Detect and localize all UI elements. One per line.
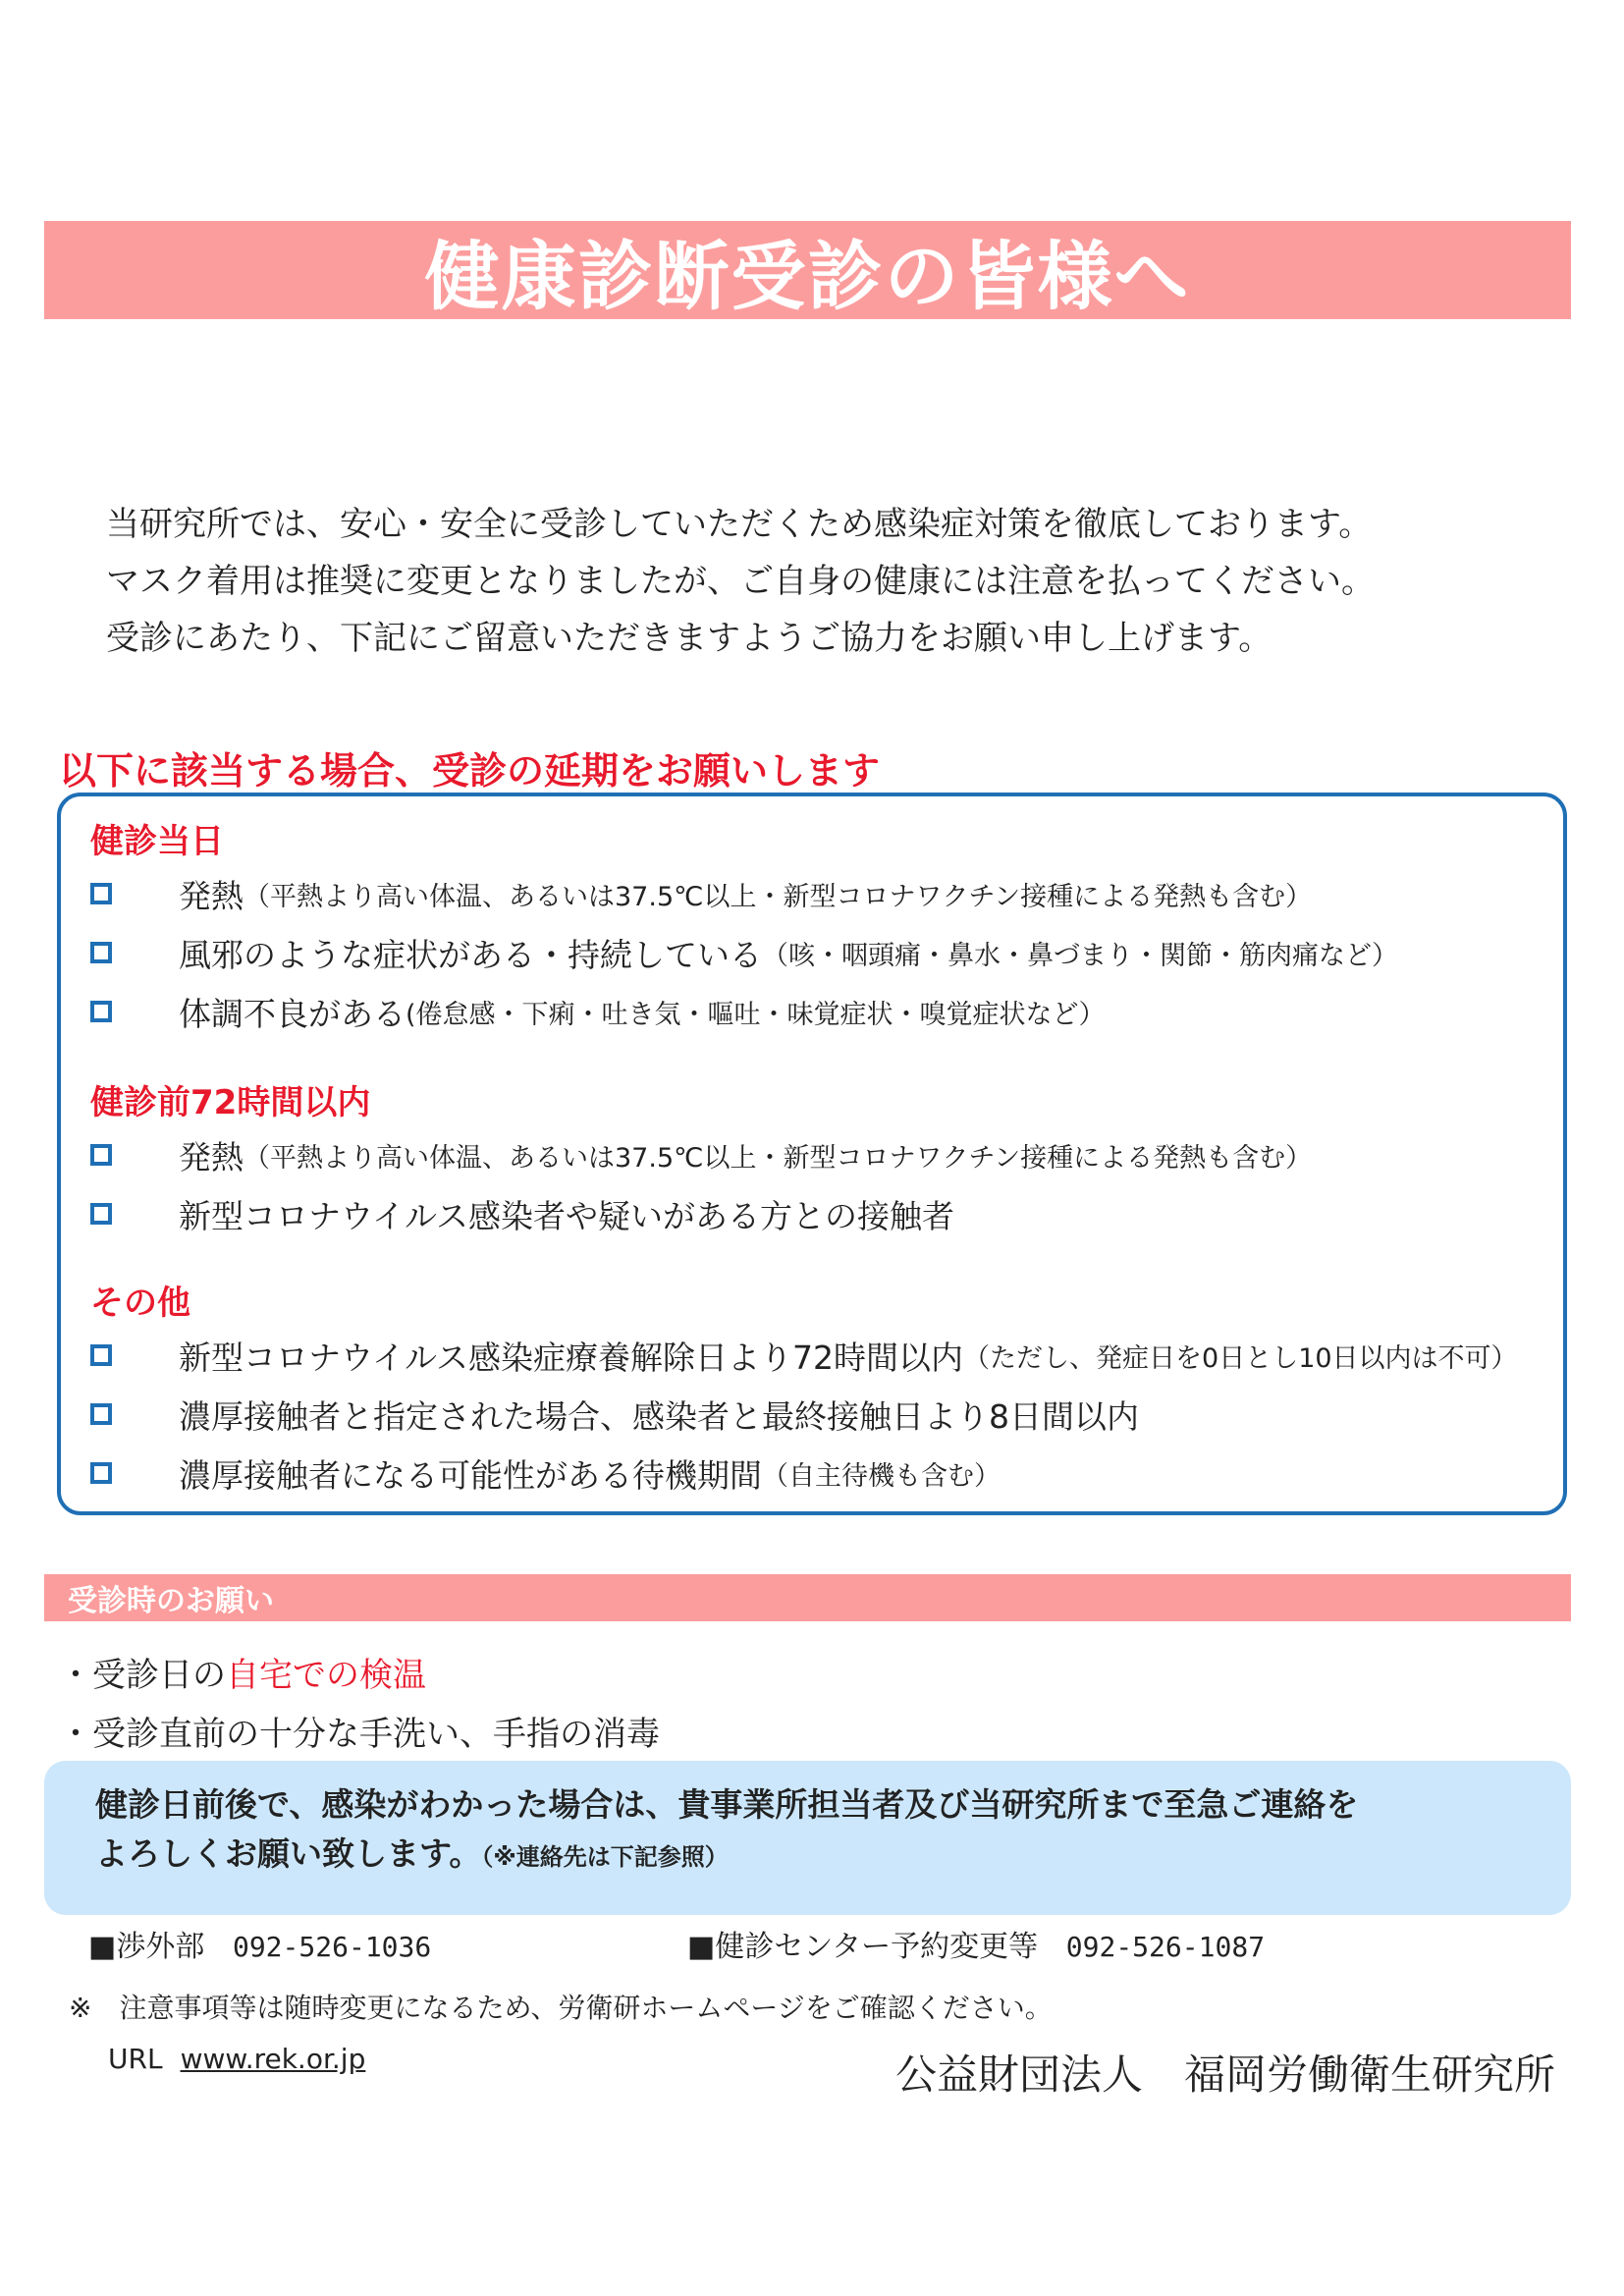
- checkbox-icon: [90, 1462, 112, 1484]
- request-item: [59, 1648, 426, 1696]
- section-title-other: その他: [90, 1284, 190, 1323]
- request-text: ・受診日の: [59, 1656, 226, 1695]
- criteria-note: （ただし、発症日を0日とし10日以内は不可）: [963, 1342, 1518, 1374]
- checkbox-icon: [90, 1403, 112, 1425]
- checkbox-icon: [90, 1144, 112, 1166]
- criteria-item: [90, 1130, 1553, 1179]
- intro-line: 当研究所では、安心・安全に受診していただくため感染症対策を徹底しております。: [106, 505, 1373, 544]
- url-line: [108, 2043, 365, 2075]
- section-title-exam-day: 健診当日: [90, 822, 224, 861]
- criteria-main: 新型コロナウイルス感染者や疑いがある方との接触者: [179, 1196, 955, 1235]
- notice-line-2: よろしくお願い致します。: [95, 1834, 482, 1873]
- criteria-note: （平熱より高い体温、あるいは37.5℃以上・新型コロナワクチン接種による発熱も含む）: [244, 881, 1313, 912]
- criteria-main: 発熱: [179, 876, 244, 915]
- postpone-criteria-box: [57, 793, 1567, 1515]
- criteria-main: 濃厚接触者になる可能性がある待機期間: [179, 1455, 762, 1495]
- postpone-heading: 以下に該当する場合、受診の延期をお願いします: [59, 749, 881, 793]
- request-highlight: 自宅での検温: [226, 1656, 426, 1695]
- contact-number: 092-526-1087: [1065, 1931, 1266, 1963]
- change-note: ※ 注意事項等は随時変更になるため、労衛研ホームページをご確認ください。: [69, 1992, 1053, 2024]
- requests-banner: [44, 1574, 1571, 1621]
- url-label: URL: [108, 2043, 163, 2075]
- criteria-item: [90, 928, 1553, 977]
- checkbox-icon: [90, 1344, 112, 1366]
- criteria-item: [90, 1390, 1553, 1439]
- contact-label: ■健診センター予約変更等: [687, 1930, 1039, 1964]
- website-link[interactable]: www.rek.or.jp: [180, 2043, 366, 2075]
- page-title: 健康診断受診の皆様へ: [424, 232, 1191, 320]
- checkbox-icon: [90, 883, 112, 904]
- checkbox-icon: [90, 1203, 112, 1225]
- intro-line: マスク着用は推奨に変更となりましたが、ご自身の健康には注意を払ってください。: [106, 562, 1375, 601]
- criteria-main: 体調不良がある: [179, 994, 406, 1033]
- section-title-72h-before: 健診前72時間以内: [90, 1083, 371, 1122]
- checkbox-icon: [90, 942, 112, 963]
- contact-external: [88, 1922, 431, 1965]
- organization-name: 公益財団法人 福岡労働衛生研究所: [894, 2050, 1555, 2099]
- criteria-main: 風邪のような症状がある・持続している: [179, 935, 762, 974]
- requests-heading: 受診時のお願い: [68, 1584, 274, 1618]
- intro-line: 受診にあたり、下記にご留意いただきますようご協力をお願い申し上げます。: [106, 619, 1272, 658]
- notice-small-note: （※連絡先は下記参照）: [481, 1843, 729, 1871]
- intro-text: [106, 501, 1559, 672]
- criteria-item: [90, 1331, 1553, 1380]
- notice-line: [95, 1830, 1571, 1882]
- criteria-main: 濃厚接触者と指定された場合、感染者と最終接触日より8日間以内: [179, 1396, 1139, 1436]
- criteria-item: [90, 1449, 1553, 1498]
- contact-label: ■渉外部: [88, 1930, 205, 1964]
- contact-number: 092-526-1036: [232, 1931, 432, 1963]
- infection-notice-box: [44, 1761, 1571, 1915]
- request-item: [59, 1707, 660, 1755]
- notice-line: 健診日前後で、感染がわかった場合は、貴事業所担当者及び当研究所まで至急ご連絡を: [95, 1785, 1359, 1824]
- title-banner: [44, 221, 1571, 319]
- criteria-item: [90, 1189, 1553, 1238]
- criteria-item: [90, 869, 1553, 918]
- criteria-note: （自主待機も含む）: [762, 1460, 1001, 1492]
- criteria-main: 発熱: [179, 1137, 244, 1176]
- criteria-note: (倦怠感・下痢・吐き気・嘔吐・味覚症状・嗅覚症状など）: [406, 999, 1106, 1030]
- criteria-note: （平熱より高い体温、あるいは37.5℃以上・新型コロナワクチン接種による発熱も含む）: [244, 1142, 1313, 1174]
- criteria-main: 新型コロナウイルス感染症療養解除日より72時間以内: [179, 1338, 964, 1377]
- request-text: ・受診直前の十分な手洗い、手指の消毒: [59, 1715, 660, 1754]
- criteria-item: [90, 987, 1553, 1036]
- checkbox-icon: [90, 1001, 112, 1022]
- contact-health-center: [687, 1922, 1265, 1965]
- criteria-note: （咳・咽頭痛・鼻水・鼻づまり・関節・筋肉痛など）: [762, 940, 1398, 971]
